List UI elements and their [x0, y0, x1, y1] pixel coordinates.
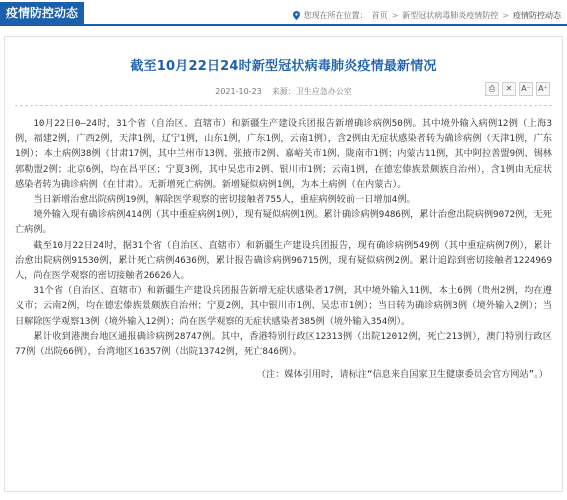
article-title: 截至10月22日24时新型冠状病毒肺炎疫情最新情况 — [130, 59, 437, 74]
breadcrumb-prefix: 您现在所在位置： — [303, 11, 368, 20]
font-decrease-icon[interactable]: A⁻ — [519, 82, 533, 96]
title-divider — [15, 105, 552, 106]
paragraph-asymptomatic: 31个省（自治区、直辖市）和新疆生产建设兵团报告新增无症状感染者17例，其中境外输入11例，本土6例（贵州2例，均在遵义市；云南2例，均在德宏傣族景颇族自治州；宁夏2例，其中银川市1例、吴忠市1例）；当日转为确诊病例3例（境外输入2例）；当日解除医学观察13例（境外输入12例）；尚在医学观察的无症状感染者385例（境外输入354例）。 — [15, 285, 552, 327]
print-icon[interactable]: ⎙ — [485, 82, 499, 96]
font-increase-icon[interactable]: A⁺ — [536, 82, 550, 96]
article-meta — [15, 86, 552, 97]
paragraph-recoveries: 当日新增治愈出院病例19例，解除医学观察的密切接触者755人，重症病例较前一日增加4例。 — [33, 194, 416, 206]
article-source: 来源：卫生应急办公室 — [271, 87, 352, 96]
media-citation-note: （注：媒体引用时，请标注“信息来自国家卫生健康委员会官方网站”。） — [256, 369, 548, 381]
breadcrumb — [293, 10, 561, 21]
section-title: 疫情防控动态 — [0, 2, 84, 24]
article-panel — [4, 36, 563, 492]
paragraph-imported: 境外输入现有确诊病例414例（其中重症病例1例），现有疑似病例1例。累计确诊病例9486例，累计治愈出院病例9072例，无死亡病例。 — [15, 209, 552, 236]
publish-date: 2021-10-23 — [215, 87, 262, 96]
top-bar — [0, 0, 567, 26]
location-pin-icon — [293, 11, 300, 20]
breadcrumb-covid-prevention[interactable]: 新型冠状病毒肺炎疫情防控 — [402, 11, 499, 20]
article-tools — [485, 82, 550, 96]
breadcrumb-current[interactable]: 疫情防控动态 — [513, 11, 561, 20]
paragraph-new-cases: 10月22日0—24时，31个省（自治区、直辖市）和新疆生产建设兵团报告新增确诊病例50例。其中境外输入病例12例（上海3例，福建2例，广西2例，天津1例，辽宁1例，山东1例，广东1例，云南1例），含2例由无症状感染者转为确诊病例（天津1例，广东1例）；本土病例38例（甘肃17例，其中兰州市13例、张掖市2例、嘉峪关市1例、陇南市1例；内蒙古11例，其中阿拉善盟9例、锡林郭勒盟2例；北京6例，均在昌平区；宁夏3例，其中吴忠市2例、银川市1例；云南1例，在德宏傣族景颇族自治州），含1例由无症状感染者转为确诊病例（在甘肃）。无新增死亡病例。新增疑似病例1例，为本土病例（在内蒙古）。 — [15, 118, 552, 190]
breadcrumb-separator: > — [391, 11, 399, 20]
breadcrumb-home[interactable]: 首页 — [371, 11, 388, 20]
breadcrumb-separator: > — [502, 11, 509, 20]
paragraph-cumulative: 截至10月22日24时，据31个省（自治区、直辖市）和新疆生产建设兵团报告，现有确诊病例549例（其中重症病例7例），累计治愈出院病例91530例，累计死亡病例4636例，累计报告确诊病例96715例，现有疑似病例2例。累计追踪到密切接触者1224969人，尚在医学观察的密切接触者26626人。 — [15, 239, 552, 282]
close-icon[interactable]: ✕ — [502, 82, 516, 96]
article-body — [15, 116, 552, 359]
paragraph-hk-macau-taiwan: 累计收到港澳台地区通报确诊病例28747例。其中，香港特别行政区12313例（出院12012例，死亡213例），澳门特别行政区77例（出院66例），台湾地区16357例（出院13742例，死亡846例）。 — [15, 330, 552, 358]
